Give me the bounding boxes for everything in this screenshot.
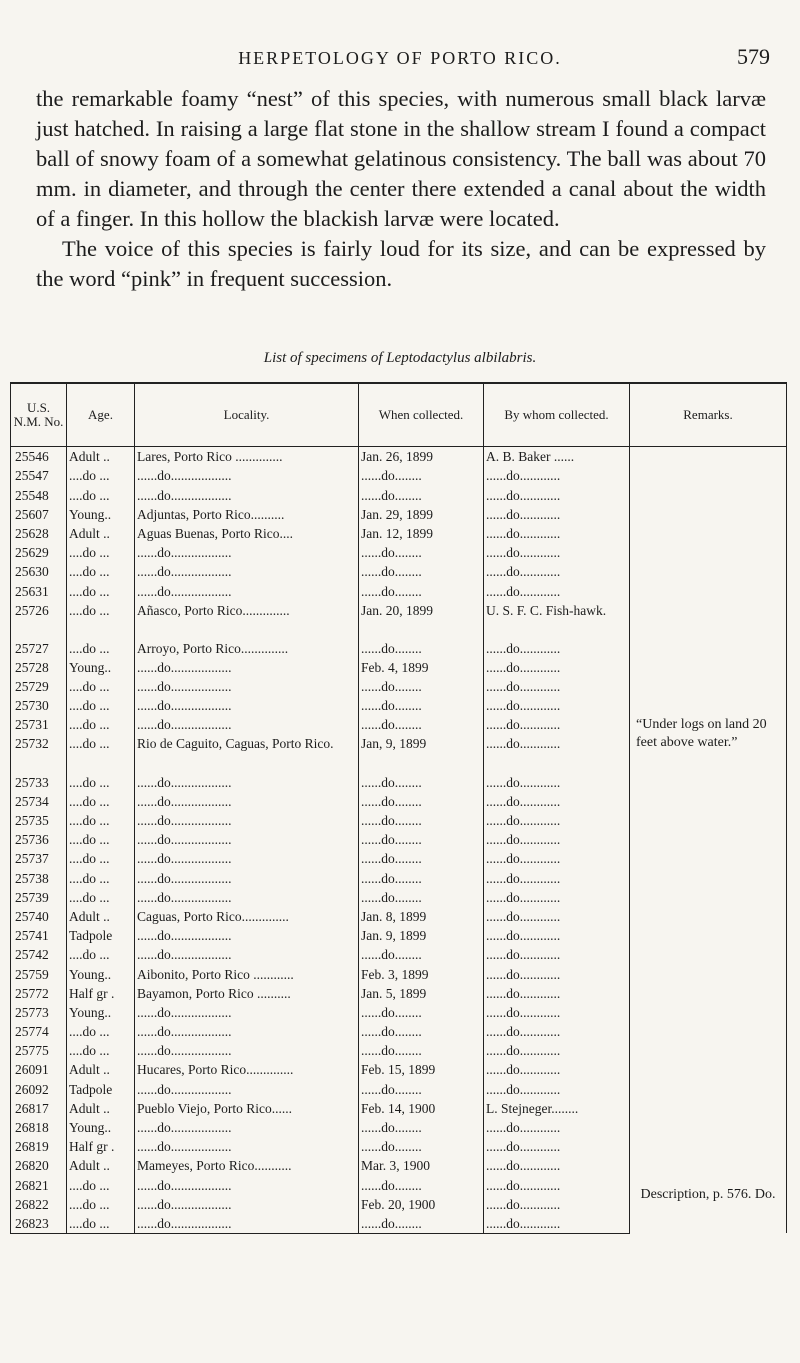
cell-collector: ......do............ xyxy=(484,888,630,907)
cell-collector: ......do............ xyxy=(484,505,630,524)
cell-collector: ......do............ xyxy=(484,1022,630,1041)
cell-locality: Hucares, Porto Rico.............. xyxy=(135,1060,359,1079)
cell-usnm-no: 26817 xyxy=(11,1099,67,1118)
page-number: 579 xyxy=(737,44,770,69)
cell-locality: Arroyo, Porto Rico.............. xyxy=(135,639,359,658)
header-age: Age. xyxy=(67,383,135,447)
cell-usnm-no: 26823 xyxy=(11,1214,67,1234)
table-row xyxy=(11,447,787,467)
cell-when-collected: ......do........ xyxy=(359,543,484,562)
cell-collector: ......do............ xyxy=(484,772,630,791)
cell-age: Half gr . xyxy=(67,984,135,1003)
cell-age: ....do ... xyxy=(67,849,135,868)
cell-collector: ......do............ xyxy=(484,1079,630,1098)
cell-when-collected: Jan. 29, 1899 xyxy=(359,505,484,524)
cell-when-collected: ......do........ xyxy=(359,1118,484,1137)
cell-locality: ......do.................. xyxy=(135,849,359,868)
cell-usnm-no: 25742 xyxy=(11,945,67,964)
cell-when-collected: Feb. 14, 1900 xyxy=(359,1099,484,1118)
cell-when-collected: ......do........ xyxy=(359,1003,484,1022)
cell-usnm-no: 26821 xyxy=(11,1175,67,1194)
header-by-whom: By whom collected. xyxy=(484,383,630,447)
cell-usnm-no: 26092 xyxy=(11,1079,67,1098)
cell-locality: ......do.................. xyxy=(135,811,359,830)
cell-usnm-no: 25737 xyxy=(11,849,67,868)
cell-usnm-no: 25727 xyxy=(11,639,67,658)
cell-usnm-no: 25630 xyxy=(11,562,67,581)
cell-locality: Caguas, Porto Rico.............. xyxy=(135,907,359,926)
cell-usnm-no: 25774 xyxy=(11,1022,67,1041)
cell-age: ....do ... xyxy=(67,696,135,715)
cell-when-collected: Jan. 26, 1899 xyxy=(359,447,484,467)
cell-age: Adult .. xyxy=(67,1099,135,1118)
cell-locality: ......do.................. xyxy=(135,1118,359,1137)
table-body xyxy=(11,447,787,1234)
cell-when-collected: ......do........ xyxy=(359,772,484,791)
cell-age: ....do ... xyxy=(67,466,135,485)
cell-when-collected: Jan. 20, 1899 xyxy=(359,601,484,639)
specimens-table xyxy=(10,382,787,1234)
cell-collector: A. B. Baker ...... xyxy=(484,447,630,467)
cell-locality: ......do.................. xyxy=(135,715,359,734)
cell-collector: ......do............ xyxy=(484,984,630,1003)
cell-usnm-no: 25729 xyxy=(11,677,67,696)
cell-collector: ......do............ xyxy=(484,1214,630,1234)
cell-collector: ......do............ xyxy=(484,466,630,485)
cell-collector: ......do............ xyxy=(484,677,630,696)
cell-when-collected: Feb. 20, 1900 xyxy=(359,1195,484,1214)
cell-collector: ......do............ xyxy=(484,1118,630,1137)
cell-usnm-no: 26819 xyxy=(11,1137,67,1156)
cell-when-collected: ......do........ xyxy=(359,696,484,715)
cell-when-collected: Mar. 3, 1900 xyxy=(359,1156,484,1175)
cell-usnm-no: 25629 xyxy=(11,543,67,562)
cell-collector: ......do............ xyxy=(484,562,630,581)
cell-age: ....do ... xyxy=(67,945,135,964)
cell-usnm-no: 26091 xyxy=(11,1060,67,1079)
cell-usnm-no: 25733 xyxy=(11,772,67,791)
cell-locality: Mameyes, Porto Rico........... xyxy=(135,1156,359,1175)
cell-locality: ......do.................. xyxy=(135,562,359,581)
cell-collector: ......do............ xyxy=(484,1041,630,1060)
cell-locality: ......do.................. xyxy=(135,1137,359,1156)
cell-locality: ......do.................. xyxy=(135,830,359,849)
cell-when-collected: ......do........ xyxy=(359,562,484,581)
cell-when-collected: ......do........ xyxy=(359,1079,484,1098)
cell-locality: ......do.................. xyxy=(135,1214,359,1234)
cell-usnm-no: 25759 xyxy=(11,964,67,983)
cell-locality: ......do.................. xyxy=(135,888,359,907)
cell-collector: U. S. F. C. Fish-hawk. xyxy=(484,601,630,639)
cell-locality: ......do.................. xyxy=(135,792,359,811)
cell-age: ....do ... xyxy=(67,601,135,639)
cell-when-collected: Feb. 3, 1899 xyxy=(359,964,484,983)
cell-age: ....do ... xyxy=(67,868,135,887)
cell-usnm-no: 25732 xyxy=(11,734,67,772)
cell-age: ....do ... xyxy=(67,677,135,696)
cell-age: ....do ... xyxy=(67,1175,135,1194)
table-row xyxy=(11,658,787,677)
cell-usnm-no: 25731 xyxy=(11,715,67,734)
cell-when-collected: Jan. 9, 1899 xyxy=(359,926,484,945)
cell-collector: ......do............ xyxy=(484,639,630,658)
cell-when-collected: Jan. 8, 1899 xyxy=(359,907,484,926)
cell-locality: ......do.................. xyxy=(135,1003,359,1022)
cell-collector: ......do............ xyxy=(484,524,630,543)
cell-age: Half gr . xyxy=(67,1137,135,1156)
cell-age: ....do ... xyxy=(67,543,135,562)
cell-age: ....do ... xyxy=(67,1195,135,1214)
cell-collector: ......do............ xyxy=(484,734,630,772)
cell-age: ....do ... xyxy=(67,888,135,907)
cell-locality: Aguas Buenas, Porto Rico.... xyxy=(135,524,359,543)
cell-age: ....do ... xyxy=(67,485,135,504)
cell-collector: ......do............ xyxy=(484,485,630,504)
running-title: HERPETOLOGY OF PORTO RICO. xyxy=(238,48,562,68)
cell-usnm-no: 25734 xyxy=(11,792,67,811)
running-header xyxy=(0,44,800,78)
cell-locality: Adjuntas, Porto Rico.......... xyxy=(135,505,359,524)
cell-locality: ......do.................. xyxy=(135,1041,359,1060)
cell-age: ....do ... xyxy=(67,715,135,734)
cell-usnm-no: 25628 xyxy=(11,524,67,543)
cell-when-collected: ......do........ xyxy=(359,485,484,504)
header-remarks: Remarks. xyxy=(630,383,787,447)
cell-age: Young.. xyxy=(67,1118,135,1137)
cell-usnm-no: 25740 xyxy=(11,907,67,926)
cell-age: ....do ... xyxy=(67,772,135,791)
cell-when-collected: ......do........ xyxy=(359,811,484,830)
cell-locality: Pueblo Viejo, Porto Rico...... xyxy=(135,1099,359,1118)
cell-collector: ......do............ xyxy=(484,830,630,849)
cell-usnm-no: 25728 xyxy=(11,658,67,677)
cell-age: Adult .. xyxy=(67,1060,135,1079)
cell-usnm-no: 26822 xyxy=(11,1195,67,1214)
cell-collector: ......do............ xyxy=(484,1060,630,1079)
cell-age: ....do ... xyxy=(67,1214,135,1234)
body-text xyxy=(36,84,766,294)
cell-when-collected: ......do........ xyxy=(359,868,484,887)
cell-locality: ......do.................. xyxy=(135,1175,359,1194)
cell-locality: ......do.................. xyxy=(135,485,359,504)
cell-usnm-no: 25547 xyxy=(11,466,67,485)
cell-age: Adult .. xyxy=(67,447,135,467)
cell-collector: ......do............ xyxy=(484,1137,630,1156)
cell-when-collected: ......do........ xyxy=(359,715,484,734)
cell-age: ....do ... xyxy=(67,1041,135,1060)
header-when-collected: When collected. xyxy=(359,383,484,447)
cell-locality: ......do.................. xyxy=(135,658,359,677)
cell-usnm-no: 25739 xyxy=(11,888,67,907)
cell-usnm-no: 25726 xyxy=(11,601,67,639)
cell-age: Young.. xyxy=(67,1003,135,1022)
table-row xyxy=(11,811,787,830)
cell-locality: ......do.................. xyxy=(135,945,359,964)
cell-locality: ......do.................. xyxy=(135,868,359,887)
cell-when-collected: ......do........ xyxy=(359,1137,484,1156)
cell-collector: ......do............ xyxy=(484,543,630,562)
cell-locality: ......do.................. xyxy=(135,677,359,696)
cell-locality: Añasco, Porto Rico.............. xyxy=(135,601,359,639)
cell-when-collected: ......do........ xyxy=(359,945,484,964)
cell-age: ....do ... xyxy=(67,581,135,600)
cell-age: ....do ... xyxy=(67,1022,135,1041)
cell-age: Young.. xyxy=(67,505,135,524)
cell-usnm-no: 25772 xyxy=(11,984,67,1003)
table-header-row xyxy=(11,383,787,447)
cell-age: ....do ... xyxy=(67,830,135,849)
cell-age: Adult .. xyxy=(67,1156,135,1175)
cell-locality: ......do.................. xyxy=(135,1022,359,1041)
cell-usnm-no: 25775 xyxy=(11,1041,67,1060)
cell-usnm-no: 25607 xyxy=(11,505,67,524)
cell-age: ....do ... xyxy=(67,811,135,830)
cell-when-collected: ......do........ xyxy=(359,849,484,868)
cell-collector: ......do............ xyxy=(484,696,630,715)
cell-collector: ......do............ xyxy=(484,1195,630,1214)
cell-collector: ......do............ xyxy=(484,658,630,677)
cell-collector: ......do............ xyxy=(484,945,630,964)
cell-when-collected: ......do........ xyxy=(359,639,484,658)
cell-collector: ......do............ xyxy=(484,811,630,830)
cell-collector: ......do............ xyxy=(484,849,630,868)
cell-locality: ......do.................. xyxy=(135,772,359,791)
cell-when-collected: ......do........ xyxy=(359,792,484,811)
cell-when-collected: Jan. 12, 1899 xyxy=(359,524,484,543)
cell-when-collected: ......do........ xyxy=(359,830,484,849)
cell-collector: ......do............ xyxy=(484,964,630,983)
cell-locality: ......do.................. xyxy=(135,543,359,562)
cell-collector: ......do............ xyxy=(484,868,630,887)
cell-collector: ......do............ xyxy=(484,1003,630,1022)
cell-usnm-no: 25741 xyxy=(11,926,67,945)
cell-age: Young.. xyxy=(67,964,135,983)
cell-collector: ......do............ xyxy=(484,926,630,945)
cell-collector: ......do............ xyxy=(484,1175,630,1194)
cell-when-collected: ......do........ xyxy=(359,581,484,600)
cell-remarks-description: Description, p. 576. Do. xyxy=(630,1156,787,1233)
cell-when-collected: ......do........ xyxy=(359,888,484,907)
cell-when-collected: ......do........ xyxy=(359,1041,484,1060)
paragraph-nest: the remarkable foamy “nest” of this species, with numerous small black larvæ just hatched. In raising a large flat stone in the shallow stream I found a compact ball of snowy foam of a somewhat gelatinous consistency. The ball was about 70 mm. in diameter, and through the center there extended a canal about the width of a finger. In this hollow the blackish larvæ were located. xyxy=(36,86,766,231)
cell-age: ....do ... xyxy=(67,562,135,581)
header-locality: Locality. xyxy=(135,383,359,447)
cell-collector: ......do............ xyxy=(484,792,630,811)
cell-locality: ......do.................. xyxy=(135,926,359,945)
cell-age: Tadpole xyxy=(67,1079,135,1098)
cell-usnm-no: 25773 xyxy=(11,1003,67,1022)
cell-when-collected: ......do........ xyxy=(359,1175,484,1194)
cell-usnm-no: 25631 xyxy=(11,581,67,600)
cell-usnm-no: 25546 xyxy=(11,447,67,467)
cell-when-collected: Feb. 15, 1899 xyxy=(359,1060,484,1079)
cell-locality: Lares, Porto Rico .............. xyxy=(135,447,359,467)
cell-usnm-no: 25730 xyxy=(11,696,67,715)
cell-when-collected: Jan. 5, 1899 xyxy=(359,984,484,1003)
cell-locality: ......do.................. xyxy=(135,696,359,715)
cell-usnm-no: 25738 xyxy=(11,868,67,887)
cell-locality: ......do.................. xyxy=(135,466,359,485)
cell-collector: L. Stejneger........ xyxy=(484,1099,630,1118)
cell-collector: ......do............ xyxy=(484,907,630,926)
cell-locality: ......do.................. xyxy=(135,1195,359,1214)
cell-locality: Bayamon, Porto Rico .......... xyxy=(135,984,359,1003)
cell-when-collected: Jan, 9, 1899 xyxy=(359,734,484,772)
cell-remarks-empty xyxy=(630,447,787,658)
cell-collector: ......do............ xyxy=(484,715,630,734)
cell-remarks-under-logs: “Under logs on land 20 feet above water.” xyxy=(630,658,787,811)
cell-collector: ......do............ xyxy=(484,581,630,600)
cell-age: ....do ... xyxy=(67,734,135,772)
cell-age: Tadpole xyxy=(67,926,135,945)
cell-age: ....do ... xyxy=(67,639,135,658)
cell-locality: Rio de Caguito, Caguas, Porto Rico. xyxy=(135,734,359,772)
cell-when-collected: ......do........ xyxy=(359,1022,484,1041)
cell-locality: ......do.................. xyxy=(135,1079,359,1098)
cell-when-collected: ......do........ xyxy=(359,1214,484,1234)
cell-remarks-empty xyxy=(630,811,787,1156)
cell-age: Young.. xyxy=(67,658,135,677)
cell-usnm-no: 25736 xyxy=(11,830,67,849)
cell-usnm-no: 26820 xyxy=(11,1156,67,1175)
header-usnm-no: U.S. N.M. No. xyxy=(11,383,67,447)
paragraph-voice: The voice of this species is fairly loud for its size, and can be expressed by the word “pink” in frequent succession. xyxy=(36,236,766,291)
cell-locality: ......do.................. xyxy=(135,581,359,600)
cell-age: Adult .. xyxy=(67,524,135,543)
table-row xyxy=(11,1156,787,1175)
cell-usnm-no: 26818 xyxy=(11,1118,67,1137)
cell-when-collected: ......do........ xyxy=(359,677,484,696)
cell-when-collected: ......do........ xyxy=(359,466,484,485)
cell-when-collected: Feb. 4, 1899 xyxy=(359,658,484,677)
cell-usnm-no: 25548 xyxy=(11,485,67,504)
table-caption: List of specimens of Leptodactylus albilabris. xyxy=(263,350,537,366)
cell-usnm-no: 25735 xyxy=(11,811,67,830)
cell-collector: ......do............ xyxy=(484,1156,630,1175)
cell-locality: Aibonito, Porto Rico ............ xyxy=(135,964,359,983)
cell-age: ....do ... xyxy=(67,792,135,811)
cell-age: Adult .. xyxy=(67,907,135,926)
